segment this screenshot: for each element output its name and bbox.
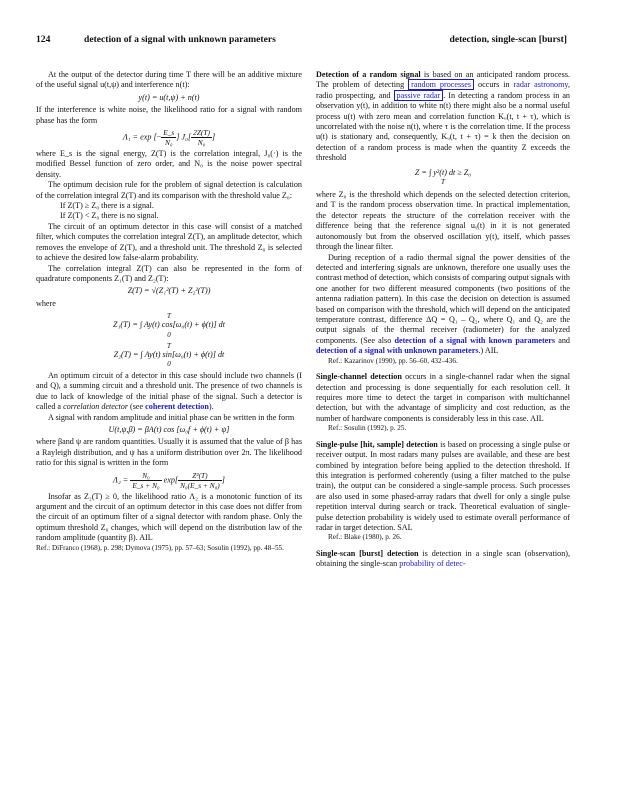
- equation: Z = ∫ y²(t) dt ≥ Z₀ T: [414, 167, 472, 187]
- entry-single-pulse-detection: Single-pulse [hit, sample] detection is based on processing a single pulse or receiver output. In most radars many pulses are available, and these are best combined by integration before being applied to the detection threshold. If this integration is performed coherently (using a filter matched to the pulse train), the output can be considered a single-sample process. Such processes are also used in some phased-array radars that dwell for only a single pulse repetition interval during search or track. Theoretical evaluation of single-pulse detection probability is widely used to estimate overall performance of radar in target detection. SAL: [316, 439, 570, 533]
- entry-heading: Detection of a random signal: [316, 70, 421, 79]
- paragraph: A signal with random amplitude and initial phase can be written in the form: [48, 412, 295, 422]
- rule-line: If Z(T) ≥ Z₀ there is a signal.: [60, 201, 154, 211]
- entry-heading: Single-channel detection: [316, 372, 402, 382]
- reference: Ref.: Kazarinov (1990), pp. 56–60, 432–436.: [328, 356, 458, 365]
- entry-detection-random-signal: Detection of a random signal is based on an anticipated random process. The problem of detecting random processes occurs in radar astronomy, radio prospecting, and passive radar . In detecting a random process in an observation y(t), in addition to white n(t) there might also be a normal useful process u(t) with zero mean and correlation function Kᵤ(t, t + τ), which is uncorrelated with the noise n(t), where τ is the correlation time. If the process u(t) is stationary and, consequently, Kᵤ(t, t + τ) = k then the decision on detection of a random process is made when the quantity Z exceeds the threshold: [316, 70, 571, 163]
- left-column: [36, 70, 302, 553]
- entry-heading: Single-pulse [hit, sample] detection: [316, 439, 438, 449]
- rule-line: If Z(T) < Z₀ there is no signal.: [60, 211, 159, 221]
- link-passive-radar[interactable]: passive radar: [394, 90, 444, 101]
- reference: Ref.: DiFranco (1968), p. 298; Dymova (1975), pp. 57–63; Sosulin (1992), pp. 48–55.: [36, 543, 284, 552]
- link-coherent-detection[interactable]: coherent detection: [145, 402, 209, 412]
- paragraph: where E_s is the signal energy, Z(T) is the correlation integral, J₀(·) is the modified Bessel function of zero order, and N₀ is the noise power spectral density.: [36, 149, 302, 179]
- paragraph: The correlation integral Z(T) can also be represented in the form of quadrature components Z₁(T) and Z₂(T):: [36, 263, 302, 283]
- reference: Ref.: Sosulin (1992), p. 25.: [328, 424, 407, 433]
- paragraph: During reception of a radio thermal signal the power densities of the detected and interfering signals are unknown, therefore one usually uses the contrast method of detection, which consists of comparing output signals with one another for two different measured components (two positions of the antenna radiation pattern). In this case the decision on detection is assumed based on comparison with the threshold, which will depend on the anticipated temperature contrast, difference ΔQ = Q₁ – Q₂, where Q₁ and Q₂ are the output signals of the thermal receiver (radiometer) for the analyzed components. (See also detection of a signal with known parameters and detection of a signal with unknown parameters.) AIL: [316, 252, 570, 356]
- paragraph: Insofar as Z₂(T) ≥ 0, the likelihood ratio Λ₂ is a monotonic function of its argument and the circuit of an optimum detector in this case does not differ from the circuit of an optimum filter of a signal detector with random phase. Only the optimum threshold Z₀ changes, which will depend on the distribution law of the random amplitude (quantity β). AIL: [36, 491, 302, 543]
- fraction: $\frac{2Z(T)}{\text{N₀}}$: [193, 128, 210, 148]
- link-radar-astronomy[interactable]: radar astronomy: [513, 80, 568, 90]
- equation: Z(T) = √(Z₁²(T) + Z₂²(T)): [127, 286, 211, 296]
- fraction: $\frac{\text{N₀}}{\text{E\_s + N₀}}$: [132, 470, 160, 490]
- paragraph: where Z₀ is the threshold which depends on the selected detection criterion, and T is the random process observation time. In practical implementation, the detector repeats the structure of the correlation receiver with the difference being that the reference signal uᵧ(t) in it is not generated autonomously but from the observed oscillation y(t), itself, which passes through the linear filter.: [316, 190, 570, 252]
- header-right-title: detection, single-scan [burst]: [449, 34, 567, 45]
- link-probability-of-detection[interactable]: probability of detec-: [399, 559, 466, 569]
- page-number: 124: [36, 34, 51, 45]
- eq-lhs: Λ₁ = exp: [122, 132, 152, 142]
- paragraph: The optimum decision rule for the problem of signal detection is calculation of the correlation integral Z(T) and its comparison with the threshold value Z₀:: [36, 180, 302, 200]
- reference: Ref.: Blake (1980), p. 26.: [328, 533, 402, 542]
- entry-single-channel-detection: Single-channel detection occurs in a single-channel radar when the signal detection and processing is done sequentially for each resolution cell. It requires more time to detect the target in comparison with multichannel detection, but with the advantage of simplicity and cost reduction, as the number of hardware components is considerably less in this case. AIL: [316, 372, 570, 423]
- paragraph: where βand ψ are random quantities. Usually it is assumed that the value of β has a Rayleigh distribution, and ψ has a uniform distribution over 2π. The likelihood ratio for this signal is written in the form: [36, 437, 302, 468]
- paragraph: At the output of the detector during time T there will be an additive mixture of the useful signal u(t,ψ) and interference n(t):: [36, 70, 302, 90]
- equation-z1: T Z₁(T) = ∫ Ay(t) cos[ω₀(t) + ϕ(t)] dt 0: [113, 312, 225, 339]
- equation: y(t) = u(t,ψ) + n(t): [138, 92, 200, 102]
- equation: U(t,ψ,β) = βA(t) cos [ω₀f + ϕ(t) + ψ]: [108, 424, 230, 434]
- term: correlation detector: [63, 402, 128, 412]
- link-random-processes[interactable]: random processes: [408, 79, 474, 90]
- paragraph: The circuit of an optimum detector in this case will consist of a matched filter, which computes the correlation integral Z(T), an amplitude detector, which removes the envelope of Z(T), and a threshold unit. The threshold Z₀ is selected to achieve the desired low false-alarm probability.: [36, 221, 302, 263]
- entry-heading: Single-scan [burst] detection: [316, 549, 419, 559]
- where-label: where: [36, 298, 56, 308]
- equation-likelihood-ratio-1: Λ₁ = exp [− $\frac{E\_s}{\text{N₀}}$ ] J₀[ $\frac{2Z(T)}{\text{N₀}}$ ]: [122, 128, 216, 148]
- link-known-parameters[interactable]: detection of a signal with known parameters: [394, 335, 556, 345]
- fraction: $\frac{\text{Z²(T)}}{\text{N₀(E\_s + N₀)}}$: [180, 470, 220, 490]
- paragraph: If the interference is white noise, the likelihood ratio for a signal with random phase has the form: [36, 105, 302, 125]
- running-header: [36, 34, 567, 48]
- link-unknown-parameters[interactable]: detection of a signal with unknown parameters: [316, 346, 479, 356]
- equation-likelihood-ratio-2: Λ₂ = $\frac{\text{N₀}}{\text{E\_s + N₀}}$ exp[ $\frac{\text{Z²(T)}}{\text{N₀(E\_s + N₀)}}$ ]: [113, 470, 225, 490]
- equation-z2: T Z₂(T) = ∫ Ay(t) sin[ω₀(t) + ϕ(t)] dt 0: [113, 341, 225, 368]
- fraction: $\frac{E\_s}{\text{N₀}}$: [163, 128, 175, 148]
- entry-single-scan-detection: Single-scan [burst] detection is detection in a single scan (observation), obtaining the single-scan probability of detec-: [316, 549, 570, 569]
- paragraph: An optimum circuit of a detector in this case should include two channels (I and Q), a summing circuit and a threshold unit. The presence of two channels is due to lack of knowledge of the initial phase of the signal. Such a detector is called a correlation detector (see coherent detection).: [36, 370, 302, 412]
- right-column: [316, 70, 570, 570]
- header-left-title: detection of a signal with unknown parameters: [84, 34, 276, 45]
- bessel-symbol: J₀: [181, 132, 188, 142]
